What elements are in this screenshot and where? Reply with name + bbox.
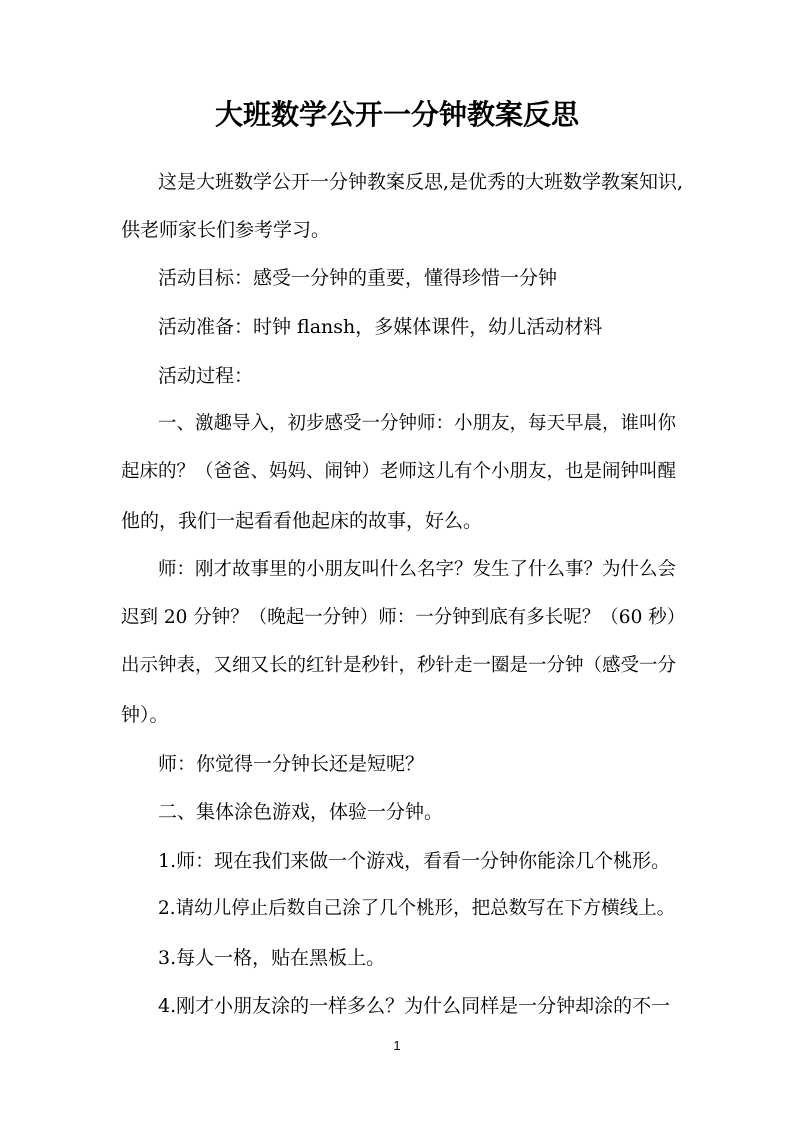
paragraph-line: 4.刚才小朋友涂的一样多么？为什么同样是一分钟却涂的不一 [158, 995, 671, 1017]
paragraph-line: 迟到 20 分钟？（晚起一分钟）师：一分钟到底有多长呢？（60 秒） [121, 607, 686, 628]
paragraph-line: 出示钟表，又细又长的红针是秒针，秒针走一圈是一分钟（感受一分 [121, 655, 677, 676]
paragraph-line: 师：刚才故事里的小朋友叫什么名字？发生了什么事？为什么会 [158, 559, 677, 580]
paragraph-line: 起床的？（爸爸、妈妈、闹钟）老师这儿有个小朋友，也是闹钟叫醒 [121, 461, 677, 482]
paragraph-line: 他的，我们一起看看他起床的故事，好么。 [121, 510, 483, 532]
paragraph-line: 钟）。 [121, 704, 169, 726]
paragraph-line: 供老师家长们参考学习。 [121, 219, 331, 241]
paragraph-line: 1.师：现在我们来做一个游戏，看看一分钟你能涂几个桃形。 [158, 850, 671, 872]
paragraph-line: 师：你觉得一分钟长还是短呢？ [158, 753, 425, 775]
page-title: 大班数学公开一分钟教案反思 [214, 98, 579, 131]
paragraph-line: 这是大班数学公开一分钟教案反思,是优秀的大班数学教案知识, [158, 171, 684, 193]
paragraph-line: 二、集体涂色游戏，体验一分钟。 [158, 801, 444, 823]
paragraph-line: 2.请幼儿停止后数自己涂了几个桃形，把总数写在下方横线上。 [158, 898, 676, 919]
paragraph-line: 活动准备：时钟 flansh，多媒体课件，幼儿活动材料 [158, 316, 603, 338]
page-number: 1 [393, 1038, 401, 1053]
paragraph-line: 一、激趣导入，初步感受一分钟师：小朋友，每天早晨，谁叫你 [158, 413, 677, 434]
paragraph-line: 活动过程： [158, 365, 254, 387]
paragraph-line: 活动目标：感受一分钟的重要，懂得珍惜一分钟 [158, 267, 558, 289]
paragraph-line: 3.每人一格，贴在黑板上。 [158, 947, 386, 969]
